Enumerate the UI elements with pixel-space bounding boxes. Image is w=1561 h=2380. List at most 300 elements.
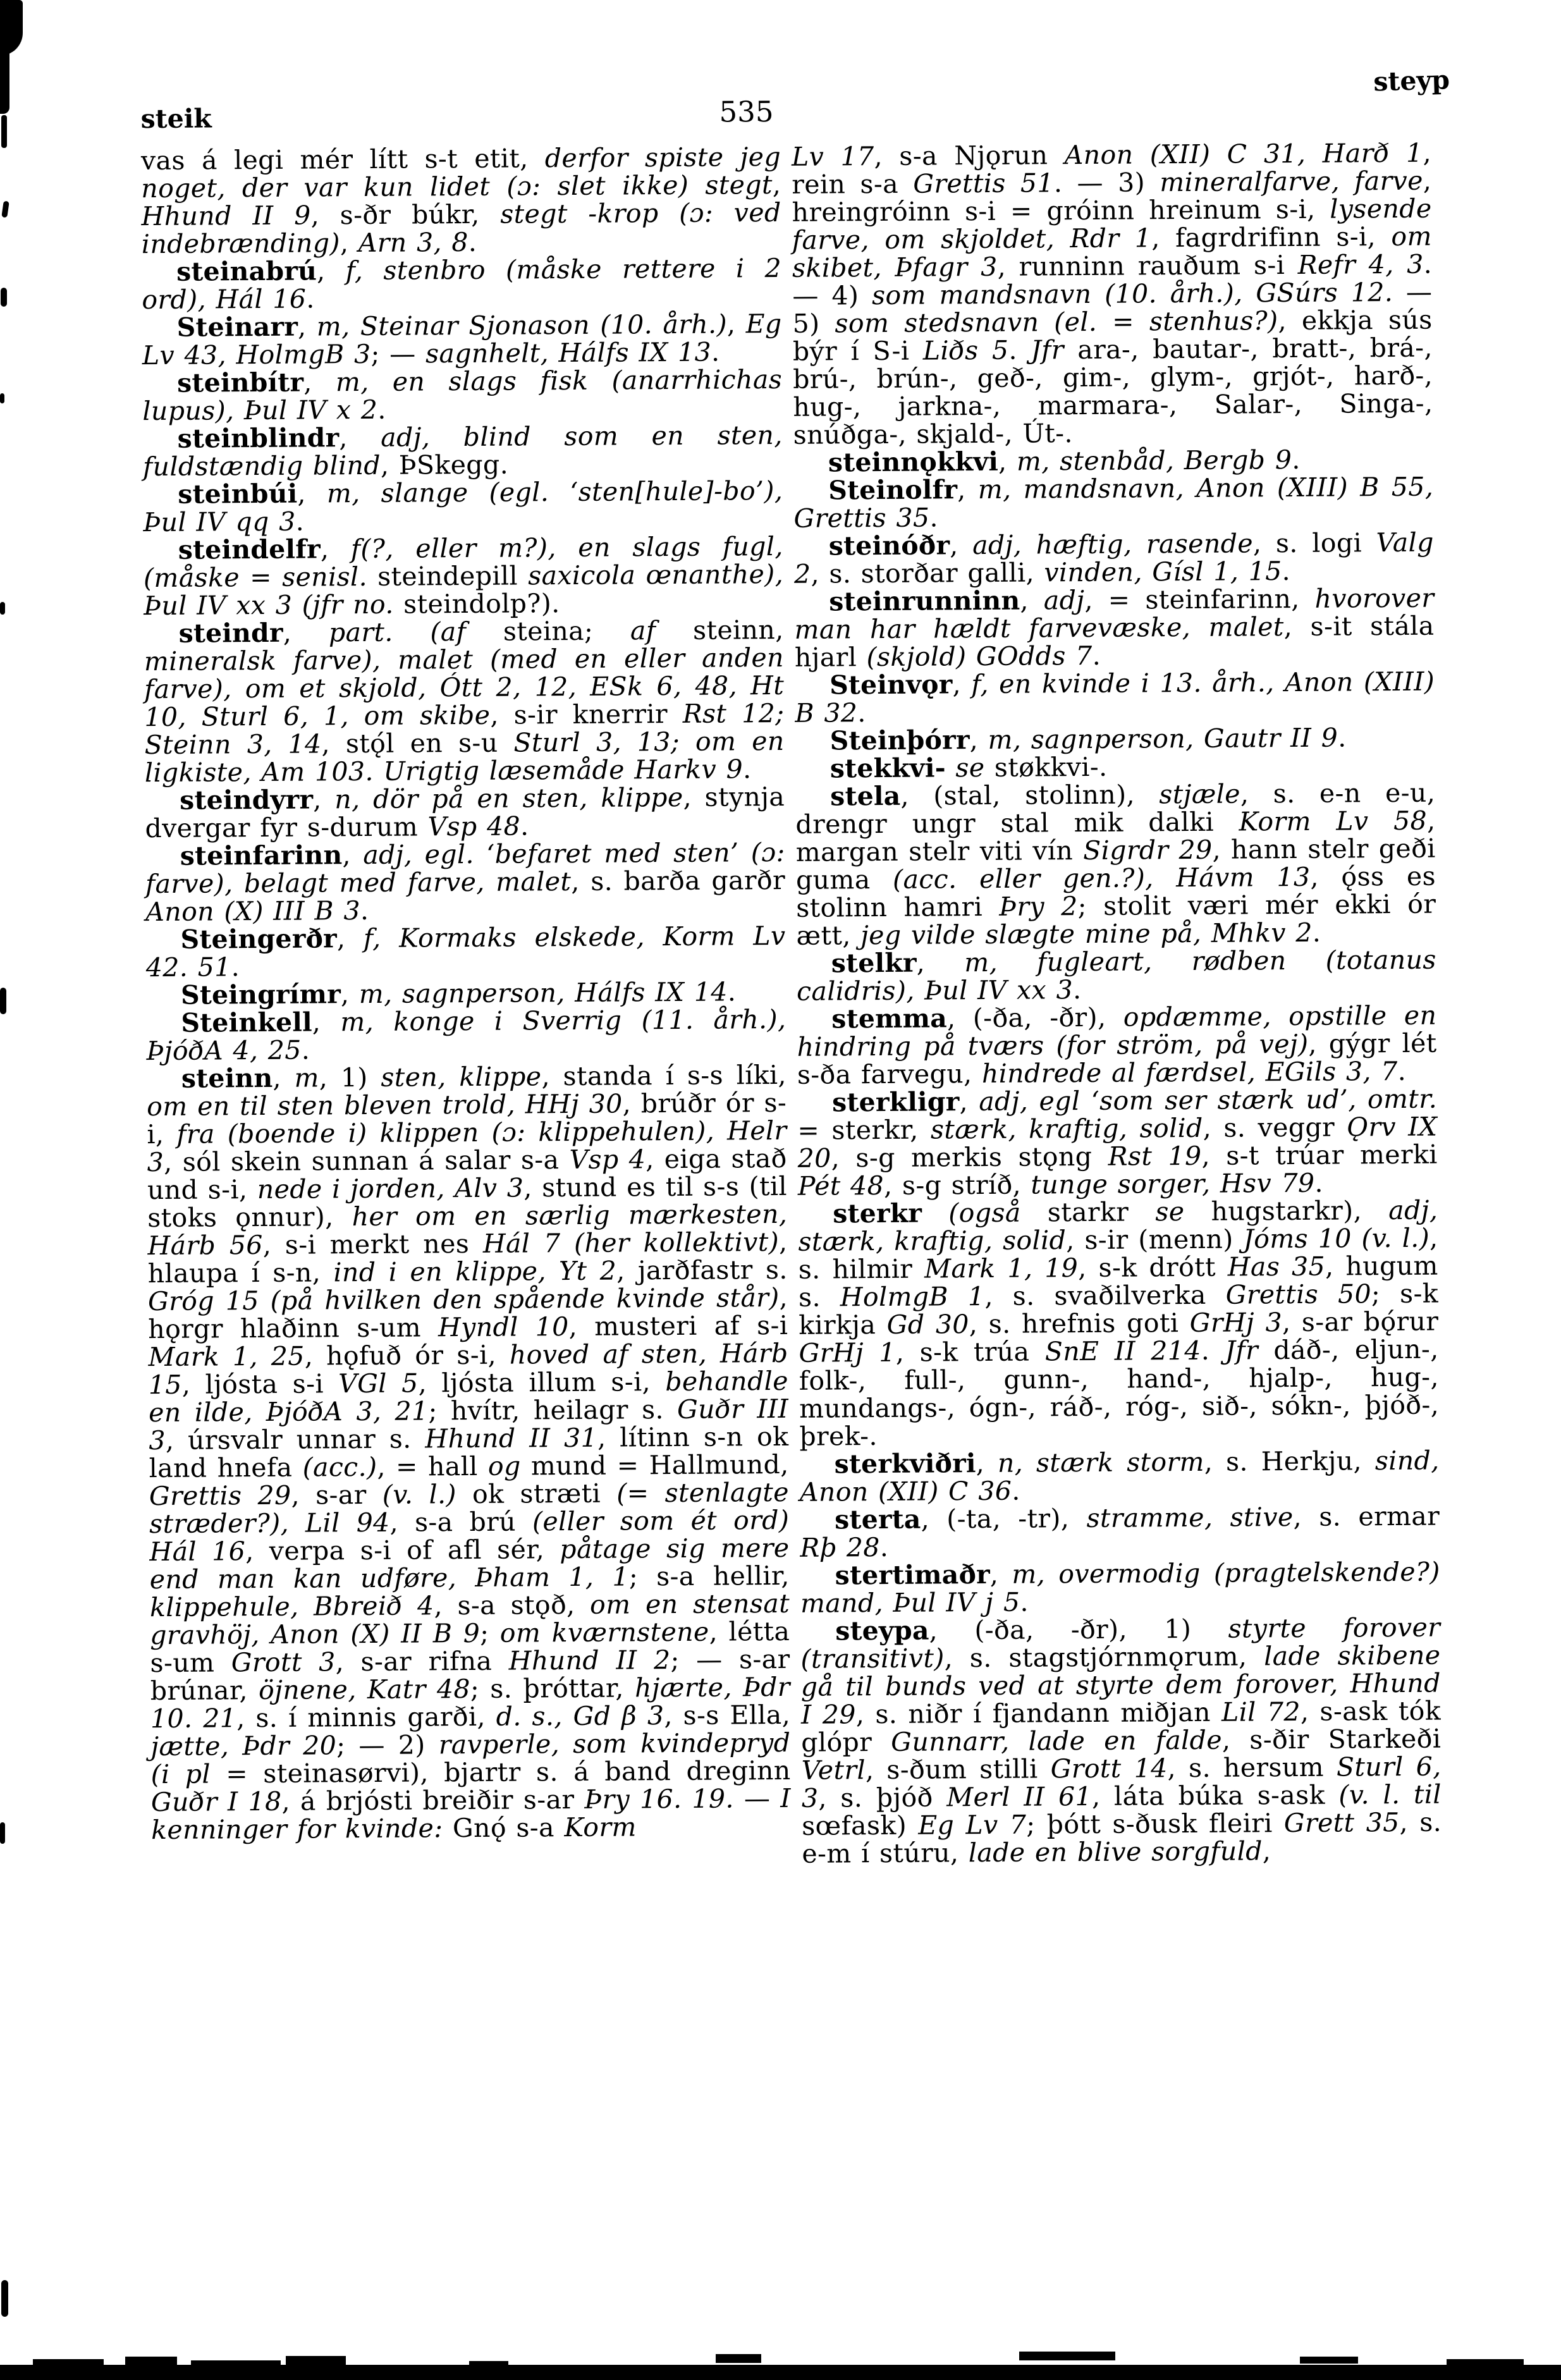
text-run: , (-ða, -ðr), (946, 1002, 1123, 1034)
text-run: Eg Lv 43, HolmgB 3 (142, 308, 782, 371)
text-run: . (306, 283, 315, 314)
text-run: Gunnarr, lade en falde (891, 1724, 1223, 1757)
text-run: tunge sorger, Hsv 79 (1031, 1167, 1315, 1200)
text-run: klippehule, Bbreið 4 (149, 1590, 434, 1623)
text-run: , gýgr lét s-ða farvegu, (797, 1027, 1437, 1090)
text-run: steindepill (367, 560, 529, 592)
text-run: Steingerðr (180, 923, 338, 955)
scan-artifact (1300, 2357, 1358, 2364)
text-run: — 5) (792, 276, 1433, 339)
text-run: . (1008, 334, 1031, 365)
text-run: Sturl 3, 13; om en ligkiste, Am 103. Urigtig læsemåde Harkv 9 (144, 725, 785, 788)
text-run: , s-ar rifna (335, 1645, 509, 1678)
text-run: Mark 1, 19 (924, 1253, 1079, 1284)
text-run: Sigrdr 29 (1083, 834, 1213, 866)
text-run: Gnǫ́ s-a (443, 1812, 565, 1844)
text-run: I kenninger for kvinde: (151, 1782, 792, 1846)
scan-artifact (0, 988, 6, 1014)
text-run: stjæle (1159, 778, 1241, 810)
text-run: og (487, 1451, 521, 1481)
text-run: (skjold) GOdds 7 (866, 640, 1093, 673)
text-run: Hhund II 9 (141, 200, 311, 232)
text-run: sagnhelt, Hálfs IX 13 (425, 336, 712, 369)
text-run: . (1312, 917, 1321, 948)
text-run: , s. barða garðr (571, 864, 786, 897)
scan-artifact (191, 2360, 281, 2366)
text-run: derfor spiste jeg noget, der var kun lidet (ɔ: slet ikke) stegt (141, 141, 781, 204)
scan-artifact (0, 53, 9, 114)
text-run: adj, stærk, kraftig, solid (798, 1194, 1438, 1257)
scan-artifact (1019, 2352, 1115, 2360)
text-run: . (1092, 640, 1101, 671)
text-run: støkkvi-. (984, 751, 1108, 783)
text-run: , s-ðum stilli (865, 1753, 1051, 1786)
text-run: Anon (XII) C 31, Harð 1 (1064, 137, 1423, 171)
text-run: stelkr (831, 947, 917, 979)
text-run: . (711, 336, 720, 367)
entry-continuation (141, 143, 781, 258)
scan-artifact (0, 1822, 5, 1844)
text-run: , úrsvalr unnar s. (165, 1423, 425, 1456)
text-run: , s-s Ella, (664, 1699, 791, 1731)
text-run: . (742, 754, 752, 785)
text-run: om en til sten bleven trold, HHj 30 (147, 1088, 623, 1122)
text-run: , s-a brú (389, 1506, 533, 1538)
text-run: . (295, 506, 305, 537)
scan-artifact (1447, 2359, 1524, 2365)
text-run: m, stenbåd, Bergb 9 (1016, 445, 1292, 477)
text-run: hugstarkr), (1184, 1195, 1389, 1227)
text-run: Refr 4, 3 (1297, 248, 1424, 280)
text-run: Ǫrv IX 20 (797, 1111, 1438, 1174)
text-run: , (336, 923, 364, 954)
text-run: ; (480, 1617, 500, 1648)
text-run: Steingrímr (180, 979, 341, 1010)
text-run: sterkligr (832, 1086, 960, 1118)
text-run: , (950, 530, 973, 561)
text-run: ara-, bautar-, bratt-, brá-, brú-, brún-, geð-, gim-, glym-, grjót-, harð-, hug-, jarkna-, marmara-, Salar-, Singa-, snúðga-, skjald-, Út-. (793, 332, 1433, 450)
text-run: d. s., Gd β 3 (496, 1700, 664, 1732)
scan-artifact (469, 2361, 508, 2366)
text-run: steinóðr (828, 530, 950, 561)
text-run: saxicola œnanthe), Þul IV xx 3 (jfr no. (144, 558, 784, 622)
text-run: , s. hilmir (798, 1222, 1438, 1285)
text-run: ; s-a hellir, (628, 1560, 790, 1592)
text-run: ok stræti (456, 1478, 617, 1510)
text-run: , (1262, 1836, 1271, 1867)
text-run: = sterkr, (797, 1114, 931, 1146)
text-run: steindr (178, 617, 283, 649)
text-run: , s-t trúar merki (1201, 1139, 1438, 1171)
text-run: Korm (564, 1812, 637, 1843)
text-run: SnE II 214 (1044, 1335, 1201, 1367)
text-run: . (1201, 1335, 1225, 1366)
dictionary-entry (145, 922, 786, 981)
text-run: , s-g merkis stǫng (831, 1141, 1108, 1174)
text-run: , (772, 169, 781, 200)
dictionary-entry (144, 532, 784, 620)
text-run: öjnene, Katr 48 (258, 1674, 471, 1706)
dictionary-entry (146, 1005, 787, 1065)
dictionary-entry (800, 1558, 1441, 1617)
text-run: af (630, 615, 656, 646)
text-run: som mandsnavn (10. årh.), GSúrs 12. (871, 277, 1393, 311)
text-run: se (955, 752, 985, 783)
text-run: sterkviðri (834, 1448, 976, 1480)
dictionary-entry (797, 1002, 1437, 1089)
text-run: steinn, (656, 614, 784, 646)
text-run: , s-g stríð, (883, 1169, 1031, 1201)
text-run: VGl 5 (338, 1368, 419, 1399)
text-run: adj, egl ‘som ser stærk ud’, omtr. (979, 1083, 1438, 1117)
text-run: , stynja dvergar fyr s-durum (145, 781, 785, 844)
text-run: Rþ 28 (800, 1532, 880, 1563)
text-run: Guðr I 18 (150, 1786, 282, 1818)
text-run: Steinkell (181, 1007, 312, 1038)
text-run: , (stal, stolinn), (900, 779, 1160, 811)
dictionary-entry (143, 477, 783, 536)
text-run: , láta búka s-ask (1091, 1779, 1339, 1812)
text-run: — (733, 1783, 781, 1814)
text-run: stela (830, 780, 901, 812)
text-run: jeg vilde slægte mine på, Mhkv 2 (860, 917, 1313, 951)
text-run: , fagrdrifinn s-i, (1151, 221, 1392, 254)
text-run: lade en blive sorgfuld (968, 1836, 1263, 1868)
text-run: , brúðr ór s-i, (147, 1087, 787, 1150)
dictionary-entry (800, 1502, 1440, 1562)
text-run: ; s. þróttar, (470, 1672, 635, 1705)
text-run: , (976, 1447, 998, 1479)
text-run: Grett 35 (1283, 1807, 1400, 1839)
text-run: Jóms 10 (v. l.) (1243, 1222, 1430, 1254)
text-run: sterta (835, 1504, 921, 1535)
scan-artifact (1, 288, 7, 307)
text-run: sterkr (833, 1198, 922, 1229)
text-run: , (339, 422, 381, 453)
text-run: , s. veggr (1203, 1112, 1347, 1143)
text-run: Vsp 48 (427, 811, 521, 842)
text-run: ravperle, som kvindepryd (i pl = (150, 1727, 791, 1790)
text-run (946, 752, 956, 783)
text-run: , s. logi (1252, 527, 1376, 559)
text-run: , hann stelr geði guma (795, 833, 1436, 895)
text-run: . (1292, 444, 1301, 475)
scan-artifact (125, 2357, 177, 2365)
text-run: , (316, 255, 346, 286)
text-run: . (1314, 1167, 1324, 1198)
text-run: Grott 3 (231, 1647, 336, 1678)
text-run: sten, klippe (381, 1061, 542, 1093)
text-run: m, overmodig (pragtelskende?) mand, Þul IV j 5 (800, 1556, 1440, 1619)
scan-artifact (0, 393, 4, 403)
text-run: . (1012, 1475, 1020, 1506)
text-run: steinn (181, 1062, 273, 1094)
text-run: hvorover man har hældt farvevæske, malet (794, 582, 1435, 645)
text-run: , ljósta illum s-i, (418, 1366, 666, 1399)
text-run: Grettis 29 (149, 1480, 291, 1512)
dictionary-entry (142, 254, 782, 314)
text-run: m, slange (egl. ‘sten[hule]-bo’), Þul IV qq 3 (143, 475, 783, 538)
text-run: . (360, 895, 369, 926)
text-run: , = hall (377, 1451, 489, 1482)
text-run: Rst 12; Steinn 3, 14 (144, 697, 785, 761)
text-run: (acc.) (302, 1451, 377, 1483)
dictionary-entry (800, 1614, 1442, 1868)
text-run: , stund es til s-s (til stoks ǫnnur), (147, 1170, 788, 1234)
page-number: 535 (719, 95, 774, 129)
text-run: her om en særlig mærkesten, Hárb 56 (147, 1198, 788, 1261)
text-run: . (879, 1531, 889, 1563)
text-run: ; — 2) (336, 1729, 439, 1761)
text-run: steinbítr (177, 367, 304, 398)
text-run: . — 4) (792, 248, 1433, 311)
text-run: m, sagnperson, Gautr II 9 (988, 722, 1338, 755)
text-run: GrHj 1 (799, 1337, 896, 1368)
text-run: vas á legi mér lítt s-t etit, (140, 143, 545, 176)
dictionary-entry (143, 421, 783, 481)
text-run: Hhund II 31 (425, 1422, 598, 1454)
text-run: . (231, 952, 240, 983)
text-run: , s-a stǫð, (434, 1589, 591, 1621)
text-run: , (342, 840, 364, 871)
text-run: Eg Lv 7 (918, 1809, 1027, 1841)
text-run: , s-ar (291, 1479, 383, 1511)
text-run: Sturl 6, 3 (801, 1751, 1442, 1813)
text-run: stemma (831, 1003, 948, 1034)
dictionary-entry (795, 668, 1435, 727)
scan-artifact-bottom-band (0, 2365, 1561, 2380)
text-run: , (952, 669, 972, 700)
text-run: Anon (X) III B 3 (145, 895, 361, 928)
text-run: m (294, 1062, 319, 1093)
text-run: . (1282, 556, 1291, 587)
text-run: , s-a Njǫrun (874, 140, 1065, 172)
dictionary-entry (797, 946, 1437, 1005)
text-run: Steinvǫr (829, 669, 953, 701)
text-run: Valg 2 (793, 527, 1434, 589)
text-run: , eiga stað und s-i, (147, 1143, 787, 1206)
text-run: n, dör på en sten, klippe (334, 782, 683, 815)
text-run: f, stenbro (måske rettere i 2 ord), Hál 16 (142, 252, 782, 316)
column-left (141, 143, 791, 1844)
text-run: , (283, 617, 329, 648)
dictionary-entry (147, 1061, 792, 1844)
text-run: Vsp 4 (569, 1144, 646, 1175)
text-run: (v. l.) (382, 1479, 456, 1510)
text-run: ; — s-ar brúnar, (150, 1643, 790, 1707)
text-run: , s. Herkju, (1204, 1445, 1375, 1477)
dictionary-entry (797, 1085, 1438, 1200)
text-run: , 1) (319, 1062, 381, 1093)
text-run: steinfarinn (180, 840, 343, 871)
text-run: Has 35 (1227, 1251, 1326, 1282)
text-run: steina; (466, 615, 631, 647)
text-run: steinblindr (177, 422, 340, 454)
text-run: , ǫ́ss es stolinn hamri (796, 861, 1436, 923)
text-run: opdæmme, opstille en hindring på tværs (for ström, på vej) (797, 1000, 1437, 1062)
text-run: , hǫrgr hlaðinn s-um (148, 1282, 788, 1345)
text-run: steinabrú (176, 255, 317, 287)
text-run: Pét 48 (797, 1170, 885, 1201)
text-run: adj, blind som en sten, fuldstændig blind (142, 419, 783, 482)
text-run: , (303, 367, 336, 398)
text-run: Steinolfr (828, 474, 958, 506)
text-run: , runninn rauðum s-i (997, 249, 1298, 282)
text-run: , (297, 311, 317, 342)
text-run: Gróg 15 (på hvilken den spående kvinde står) (147, 1282, 780, 1317)
dictionary-entry (794, 529, 1435, 588)
text-run: behandle en ilde, ÞjóðA 3, 21 (148, 1365, 788, 1428)
text-run: , rein s-a (792, 137, 1432, 200)
text-run: ; s-k kirkja (799, 1278, 1439, 1340)
text-run: (også (948, 1197, 1021, 1229)
text-run: Guðr III 3 (149, 1393, 789, 1456)
text-run: , s-i merkt nes (262, 1228, 484, 1261)
text-run: ; — (370, 338, 426, 369)
dictionary-entry (798, 1196, 1439, 1451)
text-run: hjærte, Þdr 10. 21 (150, 1671, 790, 1734)
text-run: , s. stagstjórnmǫrum, (944, 1641, 1264, 1674)
text-run: , s-ðr búkr, (310, 199, 501, 231)
text-run: , musteri af s-i (568, 1310, 788, 1342)
text-run: sœfask) (801, 1810, 919, 1841)
scan-artifact (286, 2356, 346, 2365)
text-run: m, Steinar Sjonason (10. årh.) (316, 309, 728, 342)
text-run: Vetrl (801, 1755, 866, 1786)
text-run: . (857, 697, 866, 728)
text-run: , (297, 478, 328, 509)
text-run: Lv 17 (791, 141, 874, 172)
text-run: om skibet, Þfagr 3 (792, 221, 1432, 283)
text-run: , (320, 534, 352, 565)
header-catchword-left: steik (140, 103, 212, 135)
text-run: dáð-, eljun-, folk-, full-, gunn-, hand-, hjalp-, hug-, mundangs-, ógn-, ráð-, róg-, sið-, sókn-, þjóð-, þrek-. (799, 1334, 1440, 1452)
text-run: , s-k drótt (1078, 1251, 1228, 1284)
text-run: stertimaðr (835, 1559, 990, 1591)
text-run: GrHj 3 (1189, 1307, 1283, 1339)
text-run: om en stensat gravhöj, Anon (X) II B 9 (150, 1588, 790, 1651)
text-run: , (916, 947, 965, 978)
text-run: starkr (1020, 1196, 1156, 1228)
text-run: nede i jorden, Alv 3 (257, 1172, 524, 1205)
text-run: , stǫ́l en s-u (321, 727, 514, 759)
text-run: Arn 3, 8 (358, 226, 468, 259)
text-run: hoved af sten, Hárb 15 (148, 1337, 788, 1401)
text-run: , létta s-um (150, 1616, 790, 1679)
text-run: stramme, stive (1086, 1502, 1294, 1534)
text-run: steinrunninn (829, 585, 1020, 617)
text-run: , sól skein sunnan á salar s-a (164, 1144, 570, 1177)
dictionary-entry (794, 584, 1435, 672)
text-run: steindelfr (178, 534, 321, 565)
text-run (922, 1198, 948, 1228)
text-run: Rst 19 (1108, 1140, 1202, 1172)
dictionary-entry (142, 310, 783, 369)
text-run: , s-ðir Starkeði (1221, 1723, 1442, 1755)
text-run: Gd 30 (886, 1309, 969, 1340)
text-run: steinbúi (178, 478, 298, 510)
text-run: sind, Anon (XII) C 36 (799, 1445, 1440, 1507)
text-run: m, en slags fisk (anarrhichas lupus), Þul IV x 2 (142, 364, 783, 427)
text-run: (eller som ét ord) Hál 16 (149, 1504, 790, 1567)
text-run: Hhund II 2 (508, 1645, 671, 1676)
text-run: mund = Hallmund, (520, 1449, 789, 1481)
text-run: , s-ir (menn) (1066, 1224, 1244, 1256)
scan-artifact (33, 2359, 104, 2366)
text-run: Korm Lv 58 (1239, 805, 1428, 837)
text-run: mineralsk farve), malet (med en eller anden farve), om et skjold, Ótt 2, 12, ESk 6, 48, Ht 10, Sturl 6, 1, om skibe (144, 642, 785, 733)
text-run: . — 3) (1053, 167, 1160, 199)
text-run: f, en kvinde i 13. årh., Anon (XIII) B 32 (795, 666, 1435, 728)
text-run: . (1072, 974, 1082, 1005)
text-run: Liðs 5 (922, 334, 1009, 366)
text-run: (acc. eller gen.?), Hávm 13 (892, 861, 1311, 895)
text-run: , standa í s-s líki, (541, 1059, 787, 1092)
text-run: (v. l. til (1338, 1779, 1442, 1810)
dictionary-entry (145, 783, 785, 842)
text-run: , = steinfarinn, (1084, 583, 1315, 616)
text-run: steypa (835, 1615, 929, 1647)
text-run: styrte forover (transitivt) (800, 1612, 1441, 1674)
text-run: stekkvi- (829, 752, 946, 784)
text-run: steinnǫkkvi (828, 446, 999, 478)
text-run: , lítinn s-n ok land hnefa (149, 1421, 789, 1484)
column-right (792, 139, 1442, 1868)
text-run: , s-ar bǫ́rur (1282, 1306, 1439, 1338)
text-run: om kværnstene (499, 1616, 709, 1648)
text-run: , (272, 1062, 295, 1093)
text-run: adj, egl. ‘befaret med sten’ (ɔ: farve), belagt med farve, malet (145, 837, 785, 900)
text-run: ; stolit væri mér ekki ór ætt, (796, 888, 1436, 951)
text-run: , (340, 979, 359, 1010)
text-run: Grott 14 (1050, 1753, 1168, 1784)
text-run: , s-it stála hjarl (794, 610, 1435, 673)
text-run: , (998, 446, 1017, 477)
text-run: , s-ask tók glópr (801, 1695, 1442, 1758)
text-run: Merl II 61 (946, 1781, 1093, 1813)
text-run: , margan stelr viti vín (795, 805, 1436, 868)
entry-continuation (792, 139, 1433, 449)
text-run: , s. svaðilverka (984, 1279, 1226, 1312)
text-run: jætte, Þdr 20 (150, 1730, 337, 1762)
text-run: , s. hersum (1167, 1751, 1337, 1784)
text-run: HolmgB 1 (840, 1281, 985, 1313)
text-run: lade skibene gå til bunds ved at styrte dem forover, Hhund I 29 (800, 1640, 1441, 1730)
header-catchword-right: steyp (1373, 64, 1450, 97)
scan-artifact (0, 602, 5, 615)
text-run: lysende farve, om skjoldet, Rdr 1 (792, 193, 1432, 255)
text-run: , s. í minnis garði, (236, 1701, 496, 1734)
text-run: Hyndl 10 (438, 1311, 569, 1343)
text-run: adj (1043, 585, 1085, 616)
text-run: , (313, 784, 335, 815)
text-run: , (340, 228, 358, 259)
text-run: steindyrr (180, 784, 314, 816)
text-run: fra (boende i) klippen (ɔ: klippehulen), Helr 3 (147, 1115, 787, 1178)
text-run: . (377, 394, 386, 425)
text-run: , s. niðr í fjandann miðjan (855, 1696, 1222, 1730)
text-run: , hǫfuð ór s-i, (304, 1339, 510, 1371)
text-run: , jarðfastr s. (616, 1254, 788, 1286)
dictionary-entry (145, 838, 786, 926)
text-run: . (468, 226, 477, 257)
scan-artifact (716, 2354, 761, 2363)
text-run: m, fugleart, rødben (totanus calidris), Þul IV xx 3 (796, 944, 1436, 1007)
text-run: , s. e-m í stúru, (802, 1806, 1442, 1869)
text-run: , ljósta s-i (181, 1368, 339, 1400)
text-run: , hreingróinn s-i = gróinn hreinum s-i, (792, 165, 1432, 228)
dictionary-entry (795, 779, 1436, 950)
